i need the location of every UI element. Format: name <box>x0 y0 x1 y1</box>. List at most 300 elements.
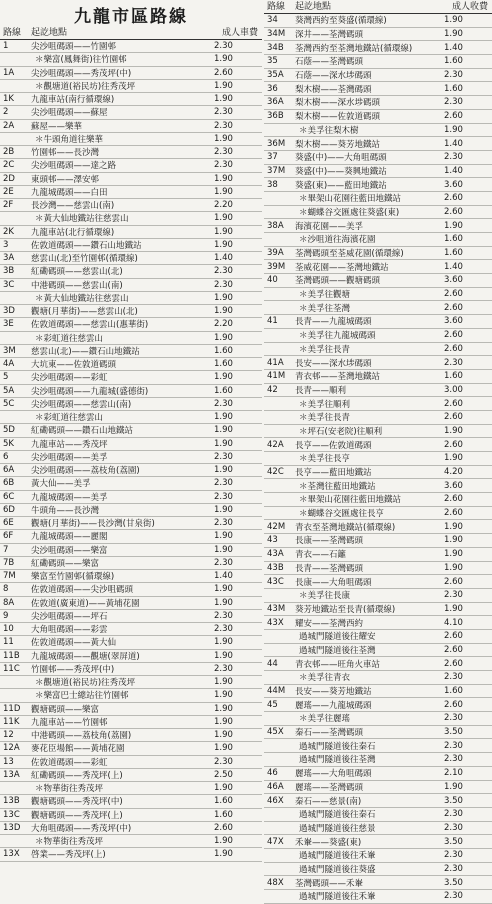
route-fare: 1.90 <box>214 412 233 423</box>
table-row <box>264 698 492 712</box>
route-stops: 尖沙咀碼頭——彩虹 <box>31 373 108 384</box>
route-number: 36A <box>267 97 284 108</box>
route-number: 44 <box>267 658 278 669</box>
table-row <box>264 849 492 863</box>
route-number: 34B <box>267 42 284 53</box>
route-fare: 1.90 <box>444 15 463 26</box>
route-stops: 尖沙咀碼頭——荔枝角(荔園) <box>31 466 140 477</box>
route-number: 7 <box>3 544 9 555</box>
route-fare: 2.60 <box>444 631 463 642</box>
header-route: 路線 <box>3 28 22 38</box>
route-number: 46A <box>267 781 284 792</box>
table-row <box>0 597 262 610</box>
table-row <box>0 80 262 93</box>
route-fare: 2.30 <box>444 70 463 81</box>
route-number: 2A <box>3 120 15 131</box>
table-row <box>0 345 262 358</box>
route-stops: ＊美孚往長康 <box>299 591 351 602</box>
route-fare: 2.20 <box>214 319 233 330</box>
route-stops: 麗瑤——荃灣碼頭 <box>295 782 364 793</box>
route-stops: 青衣邨——荃灣地鐵站 <box>295 372 381 383</box>
route-stops: 長康——荃灣碼頭 <box>295 536 364 547</box>
route-stops: 過城門隧道後往禾輋 <box>299 851 376 862</box>
table-row <box>264 124 492 138</box>
route-fare: 1.90 <box>214 650 233 661</box>
table-row <box>264 644 492 658</box>
route-stops: 大角咀碼頭——彩雲 <box>31 625 108 636</box>
route-stops: 尖沙咀碼頭——美孚 <box>31 452 108 463</box>
table-row <box>264 822 492 836</box>
route-fare: 2.60 <box>444 193 463 204</box>
route-fare: 1.90 <box>444 562 463 573</box>
table-header <box>264 2 492 14</box>
route-number: 40 <box>267 275 278 286</box>
table-row <box>264 55 492 69</box>
table-row <box>0 265 262 278</box>
route-stops: 過城門隧道後往荃灣 <box>299 755 376 766</box>
route-stops: 佐敦道碼頭——彩虹 <box>31 757 108 768</box>
route-fare: 1.90 <box>214 584 233 595</box>
route-number: 2B <box>3 147 15 158</box>
route-fare: 1.90 <box>214 703 233 714</box>
route-number: 13A <box>3 769 20 780</box>
route-number: 5A <box>3 385 15 396</box>
route-number: 45 <box>267 699 278 710</box>
table-row <box>264 425 492 439</box>
route-list-right <box>264 14 492 904</box>
route-number: 43M <box>267 603 286 614</box>
table-row <box>0 292 262 305</box>
route-stops: 長青——荃灣碼頭 <box>295 563 364 574</box>
route-fare: 1.40 <box>214 253 233 264</box>
header-stops: 起訖地點 <box>295 2 332 12</box>
route-fare: 2.60 <box>444 302 463 313</box>
route-stops: 梨木樹——葵芳地鐵站 <box>295 139 381 150</box>
route-fare: 2.30 <box>444 713 463 724</box>
route-number: 13C <box>3 809 20 820</box>
table-row <box>0 424 262 437</box>
route-fare: 1.90 <box>444 124 463 135</box>
route-stops: 佐敦道碼頭——尖沙咀碼頭 <box>31 585 134 596</box>
route-number: 34M <box>267 29 286 40</box>
route-fare: 1.60 <box>444 371 463 382</box>
table-row <box>264 835 492 849</box>
route-number: 47X <box>267 836 284 847</box>
route-fare: 1.60 <box>214 385 233 396</box>
route-fare: 2.30 <box>444 822 463 833</box>
route-stops: 啓業——秀茂坪(上) <box>31 850 106 861</box>
route-stops: ＊牛頭角道往樂華 <box>35 134 104 145</box>
route-fare: 2.30 <box>214 107 233 118</box>
route-number: 48X <box>267 877 284 888</box>
route-stops: 慈雲山(北)——鑽石山地鐵站 <box>31 346 140 357</box>
table-row <box>264 96 492 110</box>
route-fare: 1.90 <box>214 849 233 860</box>
route-number: 13B <box>3 796 20 807</box>
table-row <box>0 120 262 133</box>
route-number: 42C <box>267 467 284 478</box>
route-number: 6A <box>3 465 15 476</box>
table-row <box>0 650 262 663</box>
route-number: 2E <box>3 186 14 197</box>
route-fare: 1.90 <box>214 465 233 476</box>
table-row <box>0 173 262 186</box>
route-fare: 2.30 <box>444 152 463 163</box>
header-stops: 起訖地點 <box>31 28 68 38</box>
route-stops: 尖沙咀碼頭——竹園邨 <box>31 42 117 53</box>
route-stops: 長康——大角咀碼頭 <box>295 577 372 588</box>
route-fare: 2.30 <box>214 557 233 568</box>
route-stops: 青衣至荃灣地鐵站(循環線) <box>295 522 396 533</box>
route-stops: 九龍車站——秀茂坪 <box>31 439 108 450</box>
route-number: 46 <box>267 768 278 779</box>
route-stops: 蘇屋——樂華 <box>31 121 83 132</box>
table-row <box>264 315 492 329</box>
table-row <box>264 534 492 548</box>
route-number: 11 <box>3 637 14 648</box>
route-fare: 3.60 <box>444 480 463 491</box>
route-stops: 梨木樹——深水埗碼頭 <box>295 98 381 109</box>
table-row <box>264 890 492 904</box>
route-fare: 2.30 <box>214 398 233 409</box>
route-fare: 1.90 <box>214 783 233 794</box>
route-stops: 紅磡碼頭——樂富 <box>31 558 100 569</box>
table-row <box>264 110 492 124</box>
route-number: 11B <box>3 650 20 661</box>
table-row <box>264 781 492 795</box>
route-stops: ＊荃灣往藍田地鐵站 <box>299 481 376 492</box>
route-fare: 2.60 <box>444 508 463 519</box>
table-row <box>264 575 492 589</box>
table-row <box>0 67 262 80</box>
table-row <box>0 504 262 517</box>
route-number: 41M <box>267 371 286 382</box>
route-fare: 2.60 <box>444 289 463 300</box>
route-fare: 1.60 <box>214 796 233 807</box>
route-fare: 1.90 <box>444 425 463 436</box>
table-row <box>0 332 262 345</box>
table-row <box>0 703 262 716</box>
route-stops: 深井——荃灣碼頭 <box>295 30 364 41</box>
route-stops: ＊黃大仙地鐵站往慈雲山 <box>35 293 129 304</box>
route-stops: 青衣——石籬 <box>295 550 347 561</box>
route-number: 4A <box>3 359 15 370</box>
route-fare: 1.90 <box>214 133 233 144</box>
route-stops: 紅磡碼頭——慈雲山(北) <box>31 267 123 278</box>
route-fare: 2.60 <box>444 576 463 587</box>
route-stops: 荃灣碼頭——觀塘碼頭 <box>295 276 381 287</box>
route-stops: 海濱花園——美孚 <box>295 221 364 232</box>
route-number: 36M <box>267 138 286 149</box>
route-fare: 1.90 <box>214 372 233 383</box>
route-number: 6D <box>3 504 15 515</box>
route-stops: 觀塘碼頭——秀茂坪(中) <box>31 797 123 808</box>
route-fare: 1.60 <box>214 809 233 820</box>
table-row <box>0 371 262 384</box>
route-stops: 尖沙咀碼頭——秀茂坪(中) <box>31 68 132 79</box>
route-number: 3E <box>3 319 14 330</box>
route-number: 9 <box>3 610 9 621</box>
table-row <box>0 226 262 239</box>
table-row <box>264 589 492 603</box>
table-row <box>264 69 492 83</box>
route-stops: 梨木樹——荃灣碼頭 <box>295 84 372 95</box>
table-row <box>264 794 492 808</box>
route-fare: 3.50 <box>444 877 463 888</box>
route-stops: ＊蝴蝶谷交匯處往葵盛(東) <box>299 207 400 218</box>
table-row <box>0 212 262 225</box>
route-stops: 大角咀碼頭——秀茂坪(中) <box>31 823 132 834</box>
route-fare: 1.90 <box>444 781 463 792</box>
table-row <box>264 616 492 630</box>
route-fare: 1.90 <box>214 94 233 105</box>
route-number: 6F <box>3 531 14 542</box>
route-number: 7M <box>3 571 16 582</box>
table-row <box>264 630 492 644</box>
route-fare: 1.60 <box>444 234 463 245</box>
table-row <box>264 370 492 384</box>
route-number: 39A <box>267 248 284 259</box>
route-number: 38 <box>267 179 278 190</box>
route-fare: 2.60 <box>444 658 463 669</box>
route-fare: 2.30 <box>214 279 233 290</box>
table-row <box>264 452 492 466</box>
route-stops: 九龍車站(南行循環線) <box>31 95 115 106</box>
table-row <box>0 636 262 649</box>
table-row <box>264 603 492 617</box>
route-number: 43X <box>267 617 284 628</box>
route-number: 3M <box>3 345 16 356</box>
route-fare: 2.30 <box>214 491 233 502</box>
route-number: 39M <box>267 261 286 272</box>
table-row <box>264 562 492 576</box>
route-stops: 麗瑤——大角咀碼頭 <box>295 769 372 780</box>
route-number: 2C <box>3 160 15 171</box>
route-stops: 慈雲山(北)至竹園邨(循環線) <box>31 254 138 265</box>
table-row <box>264 493 492 507</box>
route-number: 2K <box>3 226 14 237</box>
route-fare: 1.90 <box>214 677 233 688</box>
table-row <box>0 40 262 53</box>
table-row <box>0 610 262 623</box>
route-fare: 1.60 <box>214 359 233 370</box>
table-row <box>264 876 492 890</box>
table-row <box>0 305 262 318</box>
table-row <box>264 274 492 288</box>
table-row <box>0 557 262 570</box>
table-row <box>0 411 262 424</box>
table-row <box>0 279 262 292</box>
route-number: 43 <box>267 535 278 546</box>
table-row <box>0 544 262 557</box>
route-number: 1A <box>3 67 15 78</box>
route-number: 8A <box>3 597 15 608</box>
route-fare: 1.90 <box>214 597 233 608</box>
route-fare: 3.50 <box>444 727 463 738</box>
route-fare: 1.90 <box>214 438 233 449</box>
route-number: 6C <box>3 491 15 502</box>
table-row <box>0 530 262 543</box>
route-stops: ＊樂富巴士總站往竹園邨 <box>35 691 129 702</box>
table-row <box>0 159 262 172</box>
table-row <box>0 848 262 861</box>
route-number: 1K <box>3 94 14 105</box>
route-fare: 1.60 <box>444 83 463 94</box>
table-row <box>264 726 492 740</box>
route-fare: 2.30 <box>444 863 463 874</box>
route-stops: 中港碼頭——荔枝角(荔園) <box>31 731 132 742</box>
route-number: 11K <box>3 716 20 727</box>
route-fare: 1.90 <box>214 292 233 303</box>
route-stops: 觀塘(月華街)——慈雲山(北) <box>31 307 138 318</box>
route-number: 7B <box>3 557 15 568</box>
route-fare: 2.30 <box>214 624 233 635</box>
route-stops: 長青——九龍城碼頭 <box>295 317 372 328</box>
route-number: 11C <box>3 663 20 674</box>
table-row <box>0 358 262 371</box>
table-row <box>0 146 262 159</box>
route-fare: 1.60 <box>214 345 233 356</box>
route-number: 2D <box>3 173 15 184</box>
route-fare: 2.30 <box>214 610 233 621</box>
table-row <box>264 356 492 370</box>
table-row <box>0 517 262 530</box>
table-row <box>264 767 492 781</box>
route-fare: 1.90 <box>214 716 233 727</box>
route-number: 12 <box>3 730 14 741</box>
route-number: 34 <box>267 15 278 26</box>
table-row <box>264 137 492 151</box>
table-row <box>0 491 262 504</box>
route-stops: 青衣邨——旺角火車站 <box>295 659 381 670</box>
route-stops: 麥花臣場館——黃埔花園 <box>31 744 125 755</box>
table-row <box>264 178 492 192</box>
right-column <box>264 0 492 904</box>
route-stops: 尖沙咀碼頭——達之路 <box>31 161 117 172</box>
route-stops: 葵盛(中)——葵興地鐵站 <box>295 166 387 177</box>
route-number: 3A <box>3 253 15 264</box>
route-fare: 2.60 <box>444 111 463 122</box>
table-row <box>264 151 492 165</box>
route-stops: 禾輋——葵盛(東) <box>295 837 362 848</box>
route-stops: 佐敦道碼頭——黃大仙 <box>31 638 117 649</box>
route-fare: 1.90 <box>444 453 463 464</box>
route-number: 6 <box>3 451 9 462</box>
route-stops: ＊坪石(安老院)往順利 <box>299 426 383 437</box>
table-row <box>264 14 492 28</box>
table-row <box>0 438 262 451</box>
route-fare: 2.30 <box>444 740 463 751</box>
route-stops: 荃威花園——荃灣地鐵站 <box>295 262 389 273</box>
route-number: 45X <box>267 727 284 738</box>
route-stops: 梨木樹——佐敦道碼頭 <box>295 112 381 123</box>
route-stops: 耀安——荃灣西約 <box>295 618 364 629</box>
table-row <box>264 397 492 411</box>
table-row <box>264 507 492 521</box>
route-fare: 2.60 <box>214 822 233 833</box>
table-row <box>264 247 492 261</box>
route-fare: 2.60 <box>214 67 233 78</box>
route-number: 12A <box>3 743 20 754</box>
table-row <box>0 795 262 808</box>
route-fare: 2.30 <box>214 147 233 158</box>
route-fare: 2.60 <box>444 330 463 341</box>
table-row <box>264 192 492 206</box>
route-stops: 尖沙咀碼頭——樂富 <box>31 545 108 556</box>
route-stops: 黃大仙——美孚 <box>31 479 91 490</box>
route-stops: 過城門隧道後往葵盛 <box>299 864 376 875</box>
table-row <box>264 712 492 726</box>
route-stops: 過城門隧道後往禾輋 <box>299 892 376 903</box>
route-stops: ＊彩虹道往慈雲山 <box>35 413 104 424</box>
route-fare: 1.90 <box>444 521 463 532</box>
route-fare: 2.30 <box>444 357 463 368</box>
route-stops: 長安——深水埗碼頭 <box>295 358 372 369</box>
route-stops: ＊美孚往長青 <box>299 344 351 355</box>
route-stops: ＊美孚往觀塘 <box>299 290 351 301</box>
route-fare: 2.20 <box>214 200 233 211</box>
route-stops: 麗瑤——九龍城碼頭 <box>295 700 372 711</box>
route-fare: 1.90 <box>214 332 233 343</box>
header-fare: 成人車費 <box>221 28 258 38</box>
table-row <box>0 689 262 702</box>
route-number: 43B <box>267 562 284 573</box>
route-stops: ＊美孚往麗瑤 <box>299 714 351 725</box>
route-fare: 3.00 <box>444 384 463 395</box>
route-number: 3C <box>3 279 15 290</box>
route-fare: 2.30 <box>444 754 463 765</box>
table-row <box>0 756 262 769</box>
table-row <box>264 165 492 179</box>
route-fare: 1.90 <box>214 544 233 555</box>
route-number: 5D <box>3 425 15 436</box>
route-fare: 1.90 <box>444 603 463 614</box>
route-fare: 1.90 <box>214 306 233 317</box>
route-fare: 1.90 <box>214 531 233 542</box>
route-fare: 1.90 <box>214 186 233 197</box>
route-fare: 2.30 <box>444 590 463 601</box>
route-number: 42 <box>267 384 278 395</box>
route-fare: 2.30 <box>444 97 463 108</box>
table-row <box>0 252 262 265</box>
route-fare: 3.60 <box>444 316 463 327</box>
route-fare: 1.90 <box>444 29 463 40</box>
table-row <box>264 753 492 767</box>
route-number: 36 <box>267 83 278 94</box>
route-number: 13X <box>3 849 20 860</box>
route-fare: 2.30 <box>214 41 233 52</box>
table-row <box>0 835 262 848</box>
table-row <box>0 782 262 795</box>
route-number: 46X <box>267 795 284 806</box>
route-stops: 東頭邨——澤安邨 <box>31 174 100 185</box>
table-row <box>0 822 262 835</box>
route-stops: 牛頭角——長沙灣 <box>31 505 100 516</box>
table-row <box>0 385 262 398</box>
route-fare: 1.90 <box>214 637 233 648</box>
route-number: 3D <box>3 306 15 317</box>
table-row <box>264 219 492 233</box>
route-fare: 1.40 <box>214 571 233 582</box>
route-stops: 葵盛(中)——大角咀碼頭 <box>295 153 387 164</box>
route-number: 41A <box>267 357 284 368</box>
route-number: 44M <box>267 686 286 697</box>
route-stops: ＊物華街往秀茂坪 <box>35 784 104 795</box>
route-number: 5 <box>3 372 9 383</box>
table-row <box>264 260 492 274</box>
route-fare: 1.90 <box>214 226 233 237</box>
route-fare: 3.50 <box>444 836 463 847</box>
